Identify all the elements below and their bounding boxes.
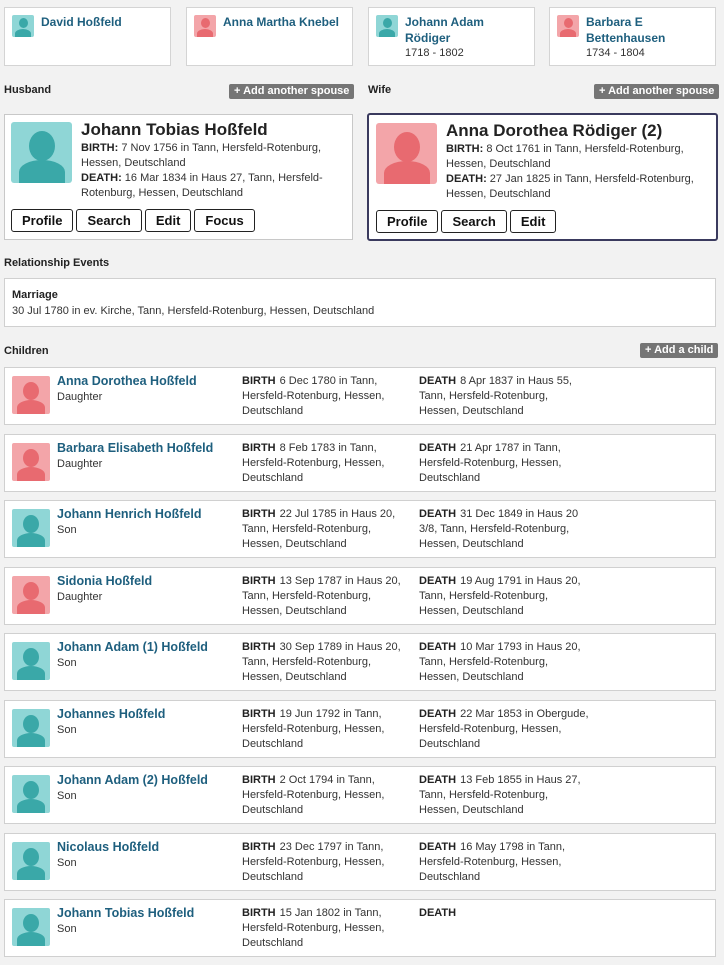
child-death [419, 840, 589, 885]
birth-label: BIRTH [242, 442, 276, 454]
child-birth [242, 374, 412, 419]
parent-dates: 1734 - 1804 [586, 47, 645, 59]
female-silhouette-icon [12, 443, 50, 481]
birth-label: BIRTH [242, 641, 276, 653]
death-label: DEATH [419, 508, 457, 520]
parent-name[interactable]: David Hoßfeld [41, 15, 122, 29]
edit-button[interactable]: Edit [145, 209, 192, 232]
male-silhouette-icon [12, 15, 34, 37]
birth-label: BIRTH [242, 708, 276, 720]
child-birth [242, 707, 412, 752]
child-birth [242, 640, 412, 685]
child-death [419, 707, 589, 752]
child-death [419, 773, 589, 818]
child-birth [242, 574, 412, 619]
husband-card [4, 114, 353, 240]
child-name[interactable]: Sidonia Hoßfeld [57, 574, 153, 588]
search-button[interactable]: Search [441, 210, 506, 233]
event-title: Marriage [12, 289, 58, 301]
child-birth-value: 22 Jul 1785 in Haus 20, Tann, Hersfeld-Rotenburg, Hessen, Deutschland [242, 508, 396, 550]
female-silhouette-icon [194, 15, 216, 37]
parent-card-husband-father[interactable] [4, 7, 171, 66]
wife-label: Wife [368, 84, 392, 96]
child-name[interactable]: Johann Tobias Hoßfeld [57, 906, 195, 920]
birth-label: BIRTH [242, 575, 276, 587]
child-birth [242, 906, 412, 951]
focus-button[interactable]: Focus [194, 209, 254, 232]
male-silhouette-icon [12, 908, 50, 946]
husband-birth: 7 Nov 1756 in Tann, Hersfeld-Rotenburg, Hessen, Deutschland [81, 142, 322, 169]
add-child-button[interactable]: + Add a child [640, 343, 718, 358]
child-death-value: 21 Apr 1787 in Tann, Hersfeld-Rotenburg, Hessen, Deutschland [419, 442, 562, 484]
wife-info [446, 142, 696, 202]
child-death-value: 16 May 1798 in Tann, Hersfeld-Rotenburg, Hessen, Deutschland [419, 841, 566, 883]
children-label: Children [4, 345, 49, 357]
death-label: DEATH: [446, 173, 487, 185]
parents-row [0, 7, 724, 67]
wife-name: Anna Dorothea Rödiger (2) [446, 121, 663, 140]
profile-button[interactable]: Profile [376, 210, 438, 233]
child-row [4, 567, 716, 625]
marriage-event[interactable] [4, 278, 716, 327]
parent-name[interactable]: Barbara E Bettenhausen [586, 15, 666, 45]
birth-label: BIRTH: [81, 142, 119, 154]
parent-dates: 1718 - 1802 [405, 47, 464, 59]
child-birth-value: 30 Sep 1789 in Haus 20, Tann, Hersfeld-Rotenburg, Hessen, Deutschland [242, 641, 401, 683]
child-birth-value: 2 Oct 1794 in Tann, Hersfeld-Rotenburg, Hessen, Deutschland [242, 774, 385, 816]
child-relation: Daughter [57, 458, 103, 470]
husband-death: 16 Mar 1834 in Haus 27, Tann, Hersfeld-Rotenburg, Hessen, Deutschland [81, 172, 323, 199]
relationship-events-label: Relationship Events [4, 257, 110, 269]
child-death [419, 441, 589, 486]
death-label: DEATH [419, 575, 457, 587]
husband-info [81, 141, 331, 201]
child-relation: Son [57, 790, 77, 802]
death-label: DEATH [419, 442, 457, 454]
child-death [419, 640, 589, 685]
parent-name[interactable]: Johann Adam Rödiger [405, 15, 484, 45]
child-birth [242, 840, 412, 885]
add-another-spouse-button-husband[interactable]: + Add another spouse [229, 84, 354, 99]
child-birth-value: 15 Jan 1802 in Tann, Hersfeld-Rotenburg, Hessen, Deutschland [242, 907, 385, 949]
husband-name: Johann Tobias Hoßfeld [81, 120, 268, 139]
death-label: DEATH: [81, 172, 122, 184]
male-silhouette-icon [12, 709, 50, 747]
male-silhouette-icon [12, 509, 50, 547]
child-name[interactable]: Johannes Hoßfeld [57, 707, 166, 721]
wife-actions [376, 210, 556, 233]
death-label: DEATH [419, 708, 457, 720]
child-birth [242, 773, 412, 818]
death-label: DEATH [419, 841, 457, 853]
female-silhouette-icon [557, 15, 579, 37]
child-birth-value: 8 Feb 1783 in Tann, Hersfeld-Rotenburg, Hessen, Deutschland [242, 442, 385, 484]
child-death-value: 19 Aug 1791 in Haus 20, Tann, Hersfeld-Rotenburg, Hessen, Deutschland [419, 575, 581, 617]
child-death [419, 507, 589, 552]
husband-label: Husband [4, 84, 52, 96]
birth-label: BIRTH [242, 907, 276, 919]
child-name[interactable]: Johann Adam (1) Hoßfeld [57, 640, 208, 654]
child-relation: Son [57, 724, 77, 736]
child-relation: Daughter [57, 391, 103, 403]
parent-name[interactable]: Anna Martha Knebel [223, 15, 340, 29]
male-silhouette-icon [12, 842, 50, 880]
child-name[interactable]: Johann Henrich Hoßfeld [57, 507, 202, 521]
male-silhouette-icon [376, 15, 398, 37]
child-birth-value: 6 Dec 1780 in Tann, Hersfeld-Rotenburg, Hessen, Deutschland [242, 375, 385, 417]
child-relation: Son [57, 524, 77, 536]
child-row [4, 700, 716, 758]
child-death-value: 10 Mar 1793 in Haus 20, Tann, Hersfeld-Rotenburg, Hessen, Deutschland [419, 641, 581, 683]
child-birth [242, 507, 412, 552]
wife-death: 27 Jan 1825 in Tann, Hersfeld-Rotenburg, Hessen, Deutschland [446, 173, 694, 200]
female-silhouette-icon [376, 123, 437, 184]
parent-card-wife-mother[interactable] [549, 7, 716, 66]
child-relation: Son [57, 857, 77, 869]
male-silhouette-icon [12, 642, 50, 680]
death-label: DEATH [419, 641, 457, 653]
birth-label: BIRTH [242, 375, 276, 387]
profile-button[interactable]: Profile [11, 209, 73, 232]
parent-card-wife-father[interactable] [368, 7, 535, 66]
child-row [4, 434, 716, 492]
child-name[interactable]: Johann Adam (2) Hoßfeld [57, 773, 208, 787]
child-name[interactable]: Barbara Elisabeth Hoßfeld [57, 441, 214, 455]
child-relation: Son [57, 923, 77, 935]
child-row [4, 899, 716, 957]
child-row [4, 833, 716, 891]
parent-card-husband-mother[interactable] [186, 7, 353, 66]
add-another-spouse-button-wife[interactable]: + Add another spouse [594, 84, 719, 99]
child-death-value: 13 Feb 1855 in Haus 27, Tann, Hersfeld-Rotenburg, Hessen, Deutschland [419, 774, 581, 816]
search-button[interactable]: Search [76, 209, 141, 232]
child-death-value: 8 Apr 1837 in Haus 55, Tann, Hersfeld-Rotenburg, Hessen, Deutschland [419, 375, 572, 417]
birth-label: BIRTH [242, 841, 276, 853]
child-birth-value: 13 Sep 1787 in Haus 20, Tann, Hersfeld-Rotenburg, Hessen, Deutschland [242, 575, 401, 617]
child-row [4, 633, 716, 691]
child-death-value: 31 Dec 1849 in Haus 20 3/8, Tann, Hersfeld-Rotenburg, Hessen, Deutschland [419, 508, 579, 550]
male-silhouette-icon [12, 775, 50, 813]
female-silhouette-icon [12, 376, 50, 414]
death-label: DEATH [419, 907, 457, 919]
event-value: 30 Jul 1780 in ev. Kirche, Tann, Hersfeld-Rotenburg, Hessen, Deutschland [12, 305, 375, 317]
birth-label: BIRTH: [446, 143, 484, 155]
death-label: DEATH [419, 375, 457, 387]
wife-birth: 8 Oct 1761 in Tann, Hersfeld-Rotenburg, Hessen, Deutschland [446, 143, 684, 170]
child-birth-value: 23 Dec 1797 in Tann, Hersfeld-Rotenburg, Hessen, Deutschland [242, 841, 385, 883]
female-silhouette-icon [12, 576, 50, 614]
child-row [4, 766, 716, 824]
child-death [419, 906, 589, 921]
child-row [4, 367, 716, 425]
child-relation: Son [57, 657, 77, 669]
child-name[interactable]: Nicolaus Hoßfeld [57, 840, 160, 854]
child-name[interactable]: Anna Dorothea Hoßfeld [57, 374, 197, 388]
child-death [419, 574, 589, 619]
husband-actions [11, 209, 255, 232]
child-birth [242, 441, 412, 486]
child-relation: Daughter [57, 591, 103, 603]
birth-label: BIRTH [242, 508, 276, 520]
wife-card [367, 113, 718, 241]
child-row [4, 500, 716, 558]
male-silhouette-icon [11, 122, 72, 183]
edit-button[interactable]: Edit [510, 210, 557, 233]
death-label: DEATH [419, 774, 457, 786]
child-birth-value: 19 Jun 1792 in Tann, Hersfeld-Rotenburg, Hessen, Deutschland [242, 708, 385, 750]
child-death [419, 374, 589, 419]
child-death-value: 22 Mar 1853 in Obergude, Hersfeld-Rotenburg, Hessen, Deutschland [419, 708, 589, 750]
birth-label: BIRTH [242, 774, 276, 786]
